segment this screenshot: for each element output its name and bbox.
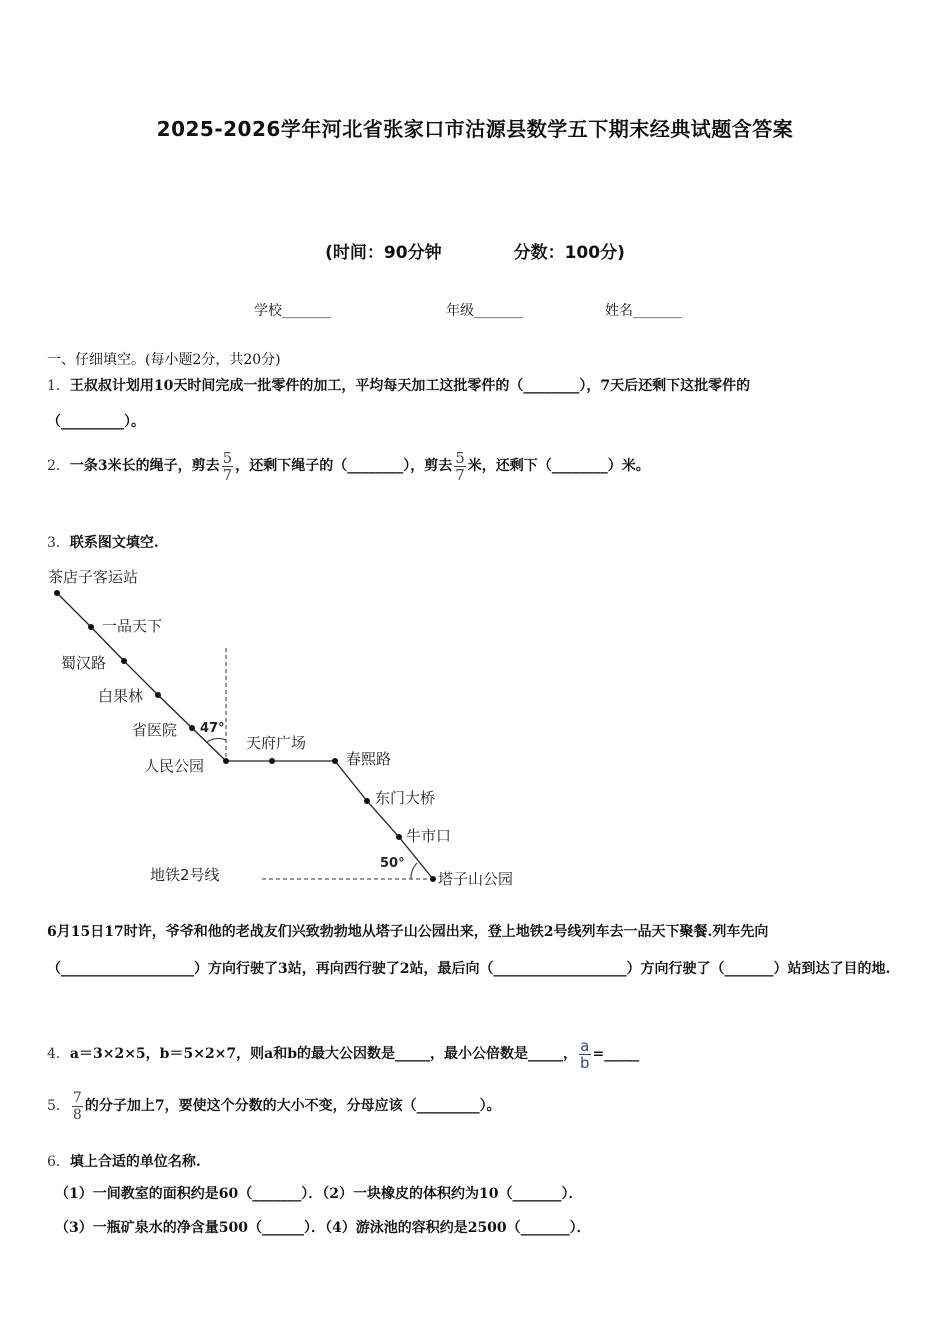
question-number: 2． — [47, 458, 70, 474]
metro-line-2-route — [57, 593, 436, 879]
question-4 — [47, 1036, 639, 1072]
station-dot — [223, 758, 229, 764]
numerator: 5 — [455, 448, 465, 467]
numerator: a — [580, 1036, 590, 1055]
metro-map — [40, 560, 540, 895]
section-heading: 一、仔细填空。(每小题2分，共20分) — [47, 352, 281, 368]
denominator: 7 — [222, 465, 233, 484]
question-4-part2: =_____ — [592, 1046, 640, 1062]
angle-label-47: 47° — [200, 721, 225, 736]
station-dot — [189, 725, 195, 731]
angle-label-50: 50° — [380, 856, 405, 871]
station-label: 蜀汉路 — [61, 654, 107, 672]
station-dot — [269, 758, 275, 764]
grade-field: 年级_______ — [446, 303, 523, 319]
station-dot — [430, 876, 436, 882]
fraction-7-8 — [72, 1090, 83, 1123]
question-5 — [47, 1086, 501, 1126]
question-6-item: （1）一间教室的面积约是60（_______）．（2）一块橡皮的体积约为10（_______）． — [55, 1186, 583, 1202]
station-dot — [332, 758, 338, 764]
station-dot — [54, 590, 60, 596]
station-label: 塔子山公园 — [438, 870, 514, 888]
station-label: 白果林 — [98, 687, 144, 705]
denominator: 7 — [455, 465, 465, 484]
school-field: 学校_______ — [254, 303, 331, 319]
question-number: 4． — [47, 1046, 70, 1062]
station-dot — [396, 834, 402, 840]
question-6-text: 填上合适的单位名称. — [69, 1154, 201, 1170]
question-6-item: （3）一瓶矿泉水的净含量500（______）．（4）游泳池的容积约是2500（_______）． — [55, 1220, 591, 1236]
angle-arc-50 — [411, 863, 417, 879]
question-2-part2: ，还剩下绳子的（________），剪去 — [235, 458, 453, 474]
station-dot — [364, 798, 370, 804]
station-label: 东门大桥 — [375, 789, 436, 807]
station-label: 人民公园 — [144, 757, 205, 775]
question-number: 1． — [47, 378, 70, 394]
question-3-passage: 6月15日17时许，爷爷和他的老战友们兴致勃勃地从塔子山公园出来，登上地铁2号线列车去一品天下聚餐.列车先向（___________________）方向行驶了3站，再向西行驶了2站，最后向（___________________）方向行驶了（_______）站到达了目的地. — [47, 924, 891, 977]
question-2 — [47, 446, 650, 486]
question-1-line1: 王叔叔计划用10天时间完成一批零件的加工，平均每天加工这批零件的（________），7天后还剩下这批零件的 — [69, 378, 751, 394]
fraction-5-7 — [222, 450, 234, 483]
denominator: 8 — [72, 1106, 82, 1123]
question-2-part3: 米，还剩下（________）米。 — [467, 458, 650, 474]
question-number: 5． — [47, 1098, 70, 1114]
station-label: 省医院 — [132, 721, 178, 739]
station-label: 天府广场 — [246, 734, 307, 752]
station-dot — [88, 624, 94, 630]
exam-info — [0, 238, 950, 263]
exam-score: 分数：100分) — [513, 243, 625, 263]
question-3-text: 联系图文填空. — [69, 535, 159, 551]
question-number: 6． — [47, 1154, 70, 1170]
station-dot — [121, 658, 127, 664]
station-label: 牛市口 — [406, 827, 452, 845]
fraction-a-b — [579, 1038, 591, 1071]
question-3 — [47, 533, 159, 553]
question-5-text: 的分子加上7，要使这个分数的大小不变，分母应该（_________）。 — [84, 1098, 501, 1114]
station-label: 春熙路 — [346, 750, 392, 768]
station-label: 茶店子客运站 — [48, 568, 139, 586]
question-1-line2: （_________）。 — [47, 414, 145, 430]
station-label: 一品天下 — [102, 617, 163, 635]
denominator: b — [580, 1053, 590, 1072]
question-number: 3． — [47, 535, 70, 551]
fraction-5-7 — [454, 450, 466, 483]
question-2-part1: 一条3米长的绳子，剪去 — [69, 458, 220, 474]
question-4-part1: a＝3×2×5，b＝5×2×7，则a和b的最大公因数是_____，最小公倍数是_____， — [69, 1046, 578, 1062]
question-6 — [47, 1152, 201, 1172]
station-dot — [155, 692, 161, 698]
document-title: 2025-2026学年河北省张家口市沽源县数学五下期末经典试题含答案 — [156, 117, 794, 141]
line-label: 地铁2号线 — [150, 866, 220, 884]
question-1 — [47, 376, 750, 396]
exam-time: (时间：90分钟 — [325, 243, 442, 263]
numerator: 7 — [72, 1089, 82, 1106]
name-field: 姓名_______ — [605, 303, 682, 319]
numerator: 5 — [222, 448, 233, 467]
angle-arc-47 — [207, 738, 226, 742]
